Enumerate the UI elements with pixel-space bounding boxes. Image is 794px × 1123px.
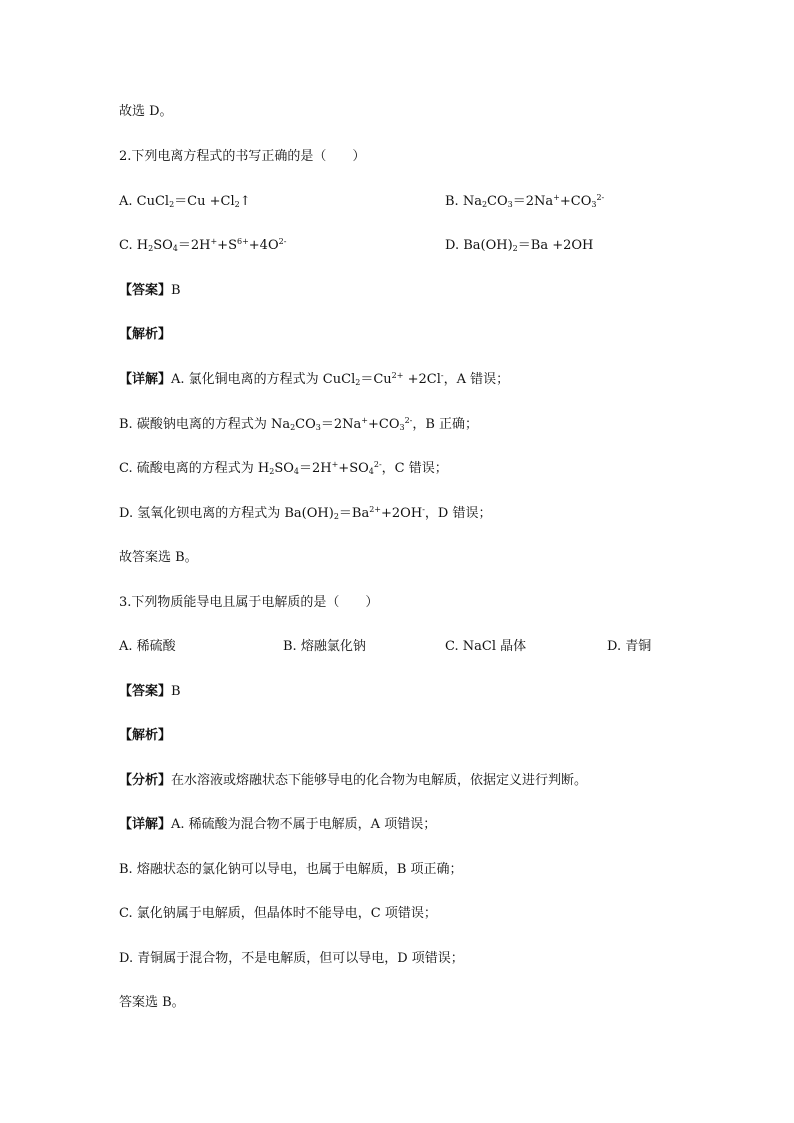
- q3-conclusion: 答案选 B。: [119, 995, 185, 1010]
- q2-option-d: D. $Ba(OH)_2=Ba +2OH$: [445, 238, 594, 253]
- q3-detail-d: D. 青铜属于混合物，不是电解质，但可以导电，D 项错误；: [119, 951, 464, 966]
- q3-detail-c: C. 氯化钠属于电解质，但晶体时不能导电，C 项错误；: [119, 906, 437, 921]
- answer-label: 【答案】: [119, 283, 172, 298]
- answer-label: 【答案】: [119, 684, 172, 699]
- q3-detail-a: 【详解】A. 稀硫酸为混合物不属于电解质，A 项错误；: [119, 817, 437, 832]
- q3-stem: 3.下列物质能导电且属于电解质的是（ ）: [119, 595, 379, 610]
- answer-value: B: [171, 283, 181, 298]
- q3-option-c: C. NaCl 晶体: [445, 639, 527, 654]
- q2-detail-b: B. 碳酸钠电离的方程式为 $Na_2CO_3=2Na^++CO_3^{2-}$，B 正确；: [119, 416, 479, 432]
- q2-detail-c: C. 硫酸电离的方程式为 $H_2SO_4=2H^++SO_4^{2-}$，C 错误；: [119, 460, 448, 476]
- detail-label: 【详解】: [119, 817, 172, 832]
- q2-analysis-label: 【解析】: [119, 327, 172, 342]
- q3-option-b: B. 熔融氯化钠: [283, 639, 366, 654]
- q2-option-b: B. $Na_2CO_3=2Na^++CO_3^{2-}$: [445, 193, 605, 209]
- answer-value: B: [171, 684, 181, 699]
- q2-option-a: A. CuCl$_2$＝Cu $+Cl_2↑$: [119, 194, 251, 209]
- q3-detail-b: B. 熔融状态的氯化钠可以导电，也属于电解质，B 项正确；: [119, 862, 463, 877]
- q2-stem: 2.下列电离方程式的书写正确的是（ ）: [119, 149, 366, 164]
- detail-label: 【详解】: [119, 372, 172, 387]
- q2-conclusion: 故答案选 B。: [119, 550, 198, 565]
- q2-detail-a: 【详解】A. 氯化铜电离的方程式为 $CuCl_2=Cu^{2+} +2Cl^-$，A 错误；: [119, 371, 510, 387]
- q2-option-c: C. $H_2SO_4=2H^++S^{6+}+4O^{2-}$: [119, 237, 287, 253]
- q3-answer: [119, 683, 181, 701]
- q2-answer: [119, 282, 181, 300]
- q3-option-a: A. 稀硫酸: [119, 639, 176, 654]
- fenxi-text: 在水溶液或熔融状态下能够导电的化合物为电解质，依据定义进行判断。: [171, 773, 588, 788]
- fenxi-label: 【分析】: [119, 773, 172, 788]
- q3-option-d: D. 青铜: [607, 639, 652, 654]
- q3-fenxi: [119, 772, 587, 790]
- q3-analysis-label: 【解析】: [119, 728, 172, 743]
- q2-detail-d: D. 氢氧化钡电离的方程式为 $Ba(OH)_2=Ba^{2+}+2OH^-$，D 错误；: [119, 505, 492, 521]
- prev-conclusion: 故选 D。: [119, 104, 173, 119]
